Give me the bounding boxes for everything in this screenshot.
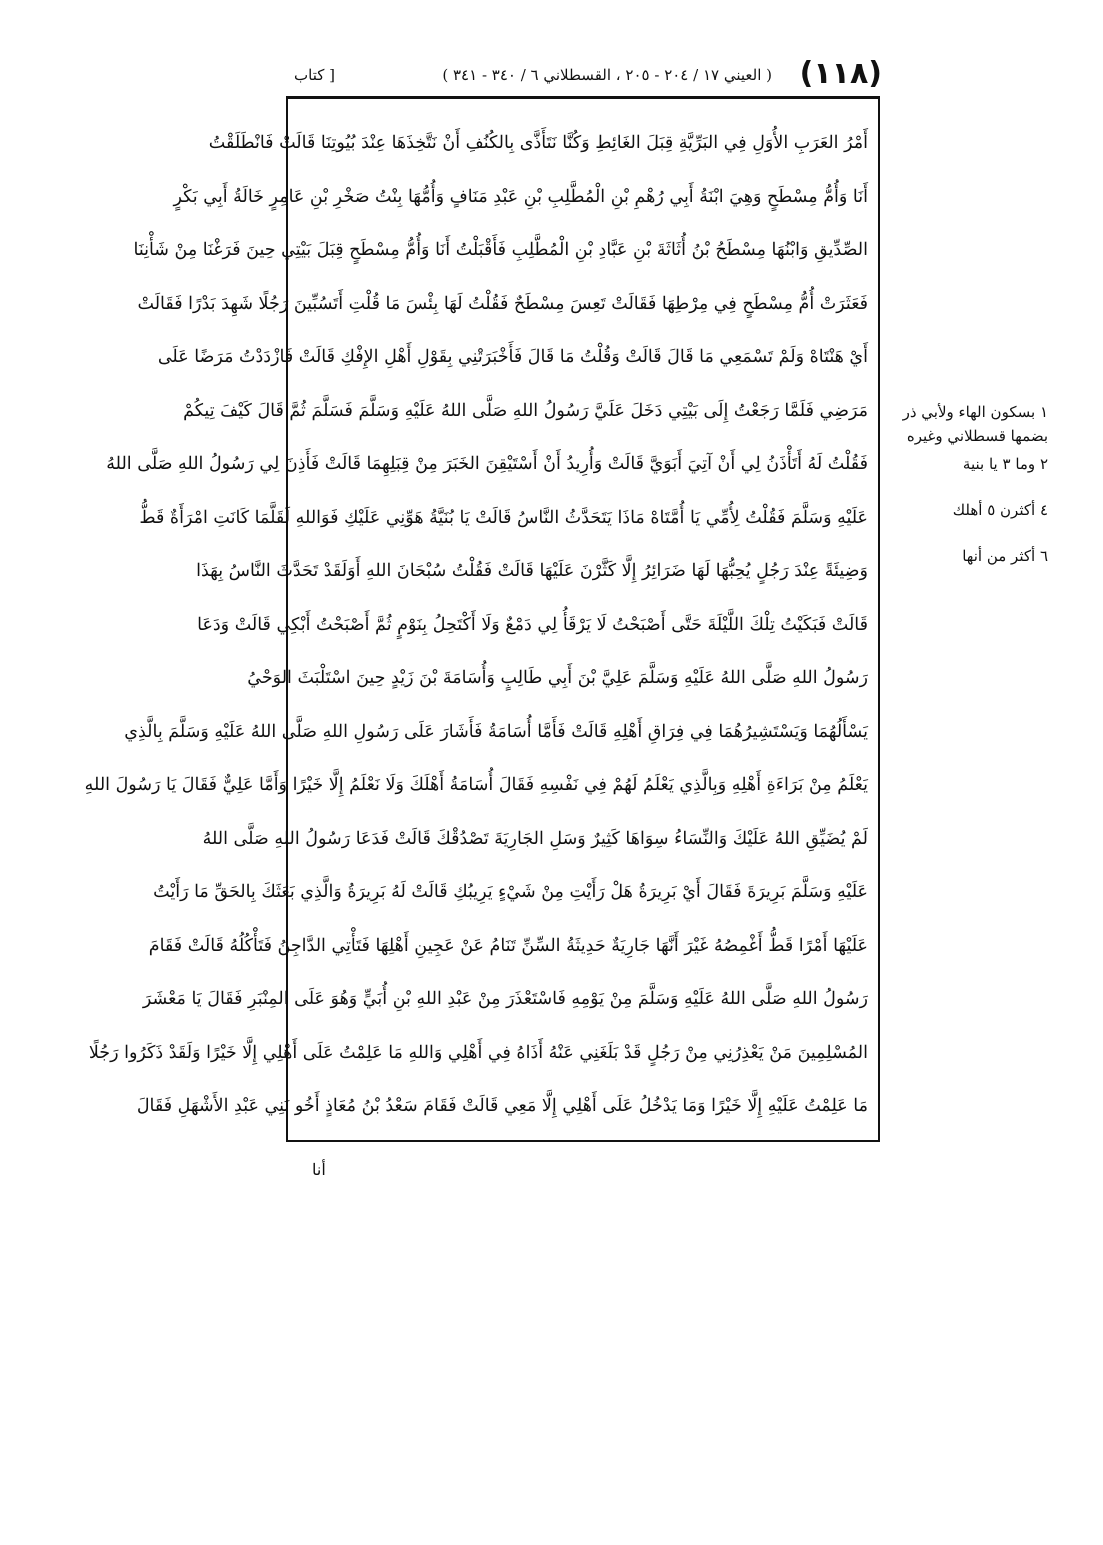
header-catchword: [ كتاب [294,66,335,84]
text-line: أَنَا وَأُمُّ مِسْطَحٍ وَهِيَ ابْنَةُ أَبِي رُهْمِ بْنِ الْمُطَّلِبِ بْنِ عَبْدِ مَنَافٍ وَأُمُّهَا بِنْتُ صَخْرِ بْنِ عَامِرٍ خَالَةُ أَبِي بَكْرٍ [173,186,868,207]
text-line: الصِّدِّيقِ وَابْنُهَا مِسْطَحُ بْنُ أُثَاثَةَ بْنِ عَبَّادِ بْنِ الْمُطَّلِبِ فَأَقْبَلْتُ أَنَا وَأُمُّ مِسْطَحٍ قِبَلَ بَيْتِي حِينَ فَرَغْنَا مِنْ شَأْنِنَا [133,240,868,260]
page-header [286,56,882,96]
text-line: لَمْ يُضَيِّقِ اللهُ عَلَيْكَ وَالنِّسَاءُ سِوَاهَا كَثِيرٌ وَسَلِ الجَارِيَةَ تَصْدُقْكَ قَالَتْ فَدَعَا رَسُولُ اللهِ صَلَّى اللهُ [202,828,868,849]
margin-note: ١ بسكون الهاء ولأبي ذر [902,403,1048,421]
text-line: عَلَيْهَا أَمْرًا قَطُّ أَغْمِصُهُ غَيْرَ أَنَّهَا جَارِيَةٌ حَدِيثَةُ السِّنِّ تَنَامُ عَنْ عَجِينِ أَهْلِهَا فَتَأْتِي الدَّاجِنُ فَتَأْكُلُهُ قَالَتْ فَقَامَ [148,935,868,956]
text-frame [84,96,880,1142]
text-line: مَرَضِي فَلَمَّا رَجَعْتُ إِلَى بَيْتِي دَخَلَ عَلَيَّ رَسُولُ اللهِ صَلَّى اللهُ عَلَيْهِ وَسَلَّمَ فَسَلَّمَ ثُمَّ قَالَ كَيْفَ تِيكُمْ [183,400,868,421]
text-line: وَضِيئَةً عِنْدَ رَجُلٍ يُحِبُّهَا لَهَا ضَرَائِرُ إِلَّا كَثَّرْنَ عَلَيْهَا قَالَتْ فَقُلْتُ سُبْحَانَ اللهِ أَوَلَقَدْ تَحَدَّثَ النَّاسُ بِهَذَا [196,561,868,581]
text-line: فَقُلْتُ لَهُ أَتَأْذَنُ لِي أَنْ آتِيَ أَبَوَيَّ قَالَتْ وَأُرِيدُ أَنْ أَسْتَيْقِنَ الخَبَرَ مِنْ قِبَلِهِمَا قَالَتْ فَأَذِنَ لِي رَسُولُ اللهِ صَلَّى اللهُ [106,454,868,474]
page-number: (١١٨) [799,56,882,91]
text-line: قَالَتْ فَبَكَيْتُ تِلْكَ اللَّيْلَةَ حَتَّى أَصْبَحْتُ لَا يَرْقَأُ لِي دَمْعٌ وَلَا أَكْتَحِلُ بِنَوْمٍ ثُمَّ أَصْبَحْتُ أَبْكِي قَالَتْ وَدَعَا [197,614,868,635]
text-line: فَعَثَرَتْ أُمُّ مِسْطَحٍ فِي مِرْطِهَا فَقَالَتْ تَعِسَ مِسْطَحٌ فَقُلْتُ لَهَا بِئْسَ مَا قُلْتِ أَتَسُبِّينَ رَجُلًا شَهِدَ بَدْرًا فَقَالَتْ [137,293,868,314]
text-line: أَمْرُ العَرَبِ الأُوَلِ فِي البَرِّيَّةِ قِبَلَ الغَائِطِ وَكُنَّا نَتَأَذَّى بِالكُنُفِ أَنْ نَتَّخِذَهَا عِنْدَ بُيُوتِنَا قَالَتْ فَانْطَلَقْتُ [208,133,868,153]
text-line: يَعْلَمُ مِنْ بَرَاءَةِ أَهْلِهِ وَبِالَّذِي يَعْلَمُ لَهُمْ فِي نَفْسِهِ فَقَالَ أُسَامَةُ أَهْلَكَ وَلَا نَعْلَمُ إِلَّا خَيْرًا وَأَمَّا عَلِيٌّ فَقَالَ يَا رَسُولَ اللهِ [84,775,868,795]
text-line: عَلَيْهِ وَسَلَّمَ فَقُلْتُ لِأُمِّي يَا أُمَّتَاهْ مَاذَا يَتَحَدَّثُ النَّاسُ قَالَتْ يَا بُنَيَّةُ هَوِّنِي عَلَيْكِ فَوَاللهِ لَقَلَّمَا كَانَتِ امْرَأَةٌ قَطُّ [139,507,868,528]
text-line: أَيْ هَنْتَاهْ وَلَمْ تَسْمَعِي مَا قَالَ قَالَتْ وَقُلْتُ مَا قَالَ فَأَخْبَرَتْنِي بِقَوْلِ أَهْلِ الإِفْكِ قَالَتْ فَازْدَدْتُ مَرَضًا عَلَى [157,347,868,367]
commentary-references: ( العيني ١٧ / ٢٠٤ - ٢٠٥ ، القسطلاني ٦ / ٣٤٠ - ٣٤١ ) [442,66,772,84]
margin-note: بضمها قسطلاني وغيره [906,427,1048,445]
footer-catchword: أنا [312,1160,326,1179]
body-text [84,117,868,1130]
text-line: رَسُولُ اللهِ صَلَّى اللهُ عَلَيْهِ وَسَلَّمَ عَلِيَّ بْنَ أَبِي طَالِبٍ وَأُسَامَةَ بْنَ زَيْدٍ حِينَ اسْتَلْبَثَ الوَحْيُ [247,668,868,688]
margin-note: ٦ أكثر من أنها [962,547,1048,565]
text-line: رَسُولُ اللهِ صَلَّى اللهُ عَلَيْهِ وَسَلَّمَ مِنْ يَوْمِهِ فَاسْتَعْذَرَ مِنْ عَبْدِ اللهِ بْنِ أُبَيٍّ وَهُوَ عَلَى المِنْبَرِ فَقَالَ يَا مَعْشَرَ [142,989,868,1009]
text-line: عَلَيْهِ وَسَلَّمَ بَرِيرَةَ فَقَالَ أَيْ بَرِيرَةُ هَلْ رَأَيْتِ مِنْ شَيْءٍ يَرِيبُكِ قَالَتْ لَهُ بَرِيرَةُ وَالَّذِي بَعَثَكَ بِالحَقِّ مَا رَأَيْتُ [153,882,868,902]
text-line: مَا عَلِمْتُ عَلَيْهِ إِلَّا خَيْرًا وَمَا يَدْخُلُ عَلَى أَهْلِي إِلَّا مَعِي قَالَتْ فَقَامَ سَعْدُ بْنُ مُعَاذٍ أَخُو بَنِي عَبْدِ الأَشْهَلِ فَقَالَ [136,1096,868,1116]
text-line: يَسْأَلُهُمَا وَيَسْتَشِيرُهُمَا فِي فِرَاقِ أَهْلِهِ قَالَتْ فَأَمَّا أُسَامَةُ فَأَشَارَ عَلَى رَسُولِ اللهِ صَلَّى اللهُ عَلَيْهِ وَسَلَّمَ بِالَّذِي [124,721,868,742]
margin-note: ٤ أكثرن ٥ أهلك [952,501,1048,519]
margin-notes [898,400,1048,568]
text-line: المُسْلِمِينَ مَنْ يَعْذِرُنِي مِنْ رَجُلٍ قَدْ بَلَغَنِي عَنْهُ أَذَاهُ فِي أَهْلِي وَاللهِ مَا عَلِمْتُ عَلَى أَهْلِي إِلَّا خَيْرًا وَلَقَدْ ذَكَرُوا رَجُلًا [88,1042,868,1063]
margin-note: ٢ وما ٣ يا بنية [962,455,1048,473]
